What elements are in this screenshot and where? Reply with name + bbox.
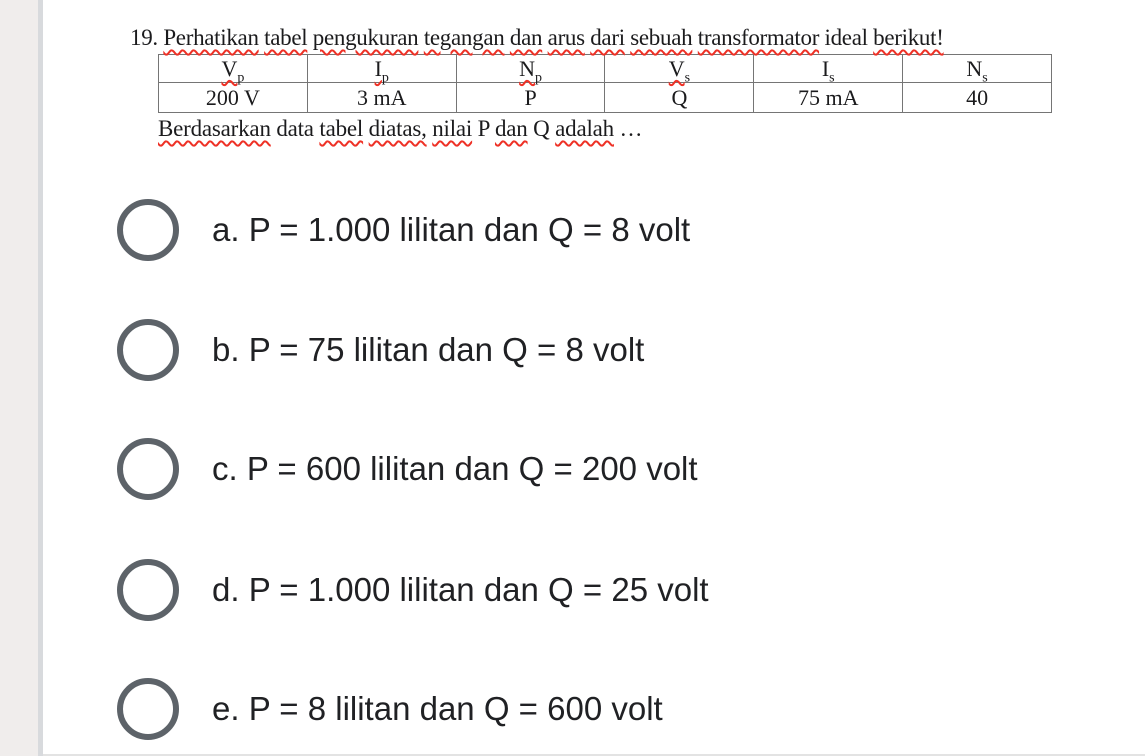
table-header-cell: $V_p$ [159,55,308,83]
question-title [130,25,1055,51]
table-header-row [159,55,1052,83]
question-word: ideal [824,25,868,50]
table-data-row [159,83,1052,113]
footer-word: Berdasarkan [158,116,271,141]
gutter-divider [38,0,43,756]
question-word: Perhatikan [163,25,259,50]
footer-word: tabel [319,116,364,141]
footer-word: P [477,116,490,141]
question-word: berikut! [873,25,944,50]
question-word: sebuah [630,25,693,50]
radio-button[interactable] [117,319,179,381]
table-header-cell: $N_p$ [456,55,605,83]
table-header-cell: $V_s$ [605,55,754,83]
question-word: pengukuran [312,25,419,50]
table-data-cell: P [456,83,605,113]
footer-word: data [276,116,314,141]
radio-button[interactable] [117,438,179,500]
question-word: dan [509,25,543,50]
table-header-cell: $I_s$ [754,55,903,83]
option-row-a[interactable] [117,199,690,261]
table-data-cell: 75 mA [754,83,903,113]
table-header-cell: $N_s$ [903,55,1052,83]
question-word: arus [547,25,585,50]
radio-button[interactable] [117,559,179,621]
radio-button[interactable] [117,678,179,740]
question-number: 19. [130,25,158,50]
option-row-d[interactable] [117,559,709,621]
option-label[interactable]: a. P = 1.000 lilitan dan Q = 8 volt [212,211,691,248]
question-image [130,25,1055,142]
radio-button[interactable] [117,199,179,261]
option-label[interactable]: c. P = 600 lilitan dan Q = 200 volt [212,450,698,487]
table-data-cell: 3 mA [307,83,456,113]
option-label[interactable]: e. P = 8 lilitan dan Q = 600 volt [212,690,663,727]
option-label[interactable]: b. P = 75 lilitan dan Q = 8 volt [212,331,645,368]
footer-word: nilai [432,116,473,141]
question-word: tegangan [423,25,505,50]
measurement-table [158,54,1052,113]
footer-word: Q [533,116,550,141]
table-data-cell: 40 [903,83,1052,113]
footer-word: diatas, [368,116,427,141]
footer-word: adalah [555,116,614,141]
question-word: transformator [697,25,820,50]
table-data-cell: Q [605,83,754,113]
question-word: tabel [264,25,308,50]
option-label[interactable]: d. P = 1.000 lilitan dan Q = 25 volt [212,571,709,608]
table-header-cell: $I_p$ [307,55,456,83]
option-row-b[interactable] [117,319,644,381]
question-word: dari [590,25,625,50]
question-footer [158,116,1055,142]
page-left-gutter [0,0,38,756]
option-row-e[interactable] [117,678,663,740]
option-row-c[interactable] [117,438,698,500]
footer-word: … [619,116,643,141]
table-data-cell: 200 V [159,83,308,113]
footer-word: dan [494,116,528,141]
